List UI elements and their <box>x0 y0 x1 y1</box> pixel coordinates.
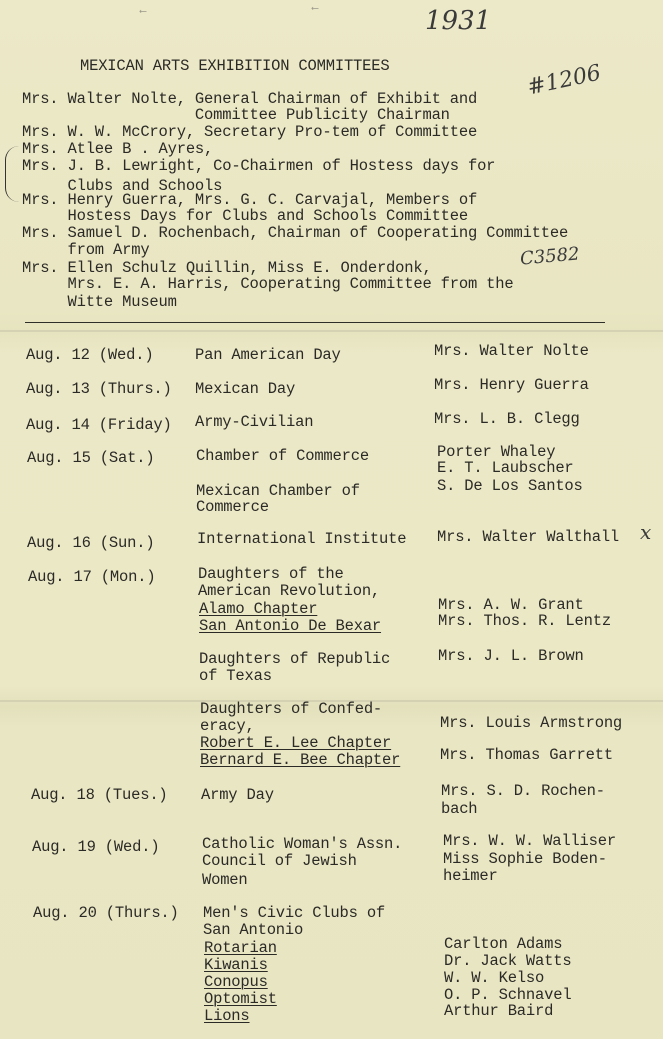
schedule-hostess: Miss Sophie Boden- <box>443 850 607 868</box>
schedule-event: Daughters of the <box>198 565 344 583</box>
schedule-hostess: W. W. Kelso <box>444 969 545 987</box>
schedule-hostess: Dr. Jack Watts <box>444 952 572 970</box>
schedule-event: Catholic Woman's Assn. <box>202 835 403 853</box>
schedule-event: Daughters of Republic <box>199 650 391 668</box>
schedule-hostess: Mrs. Louis Armstrong <box>440 714 623 732</box>
schedule-hostess: heimer <box>443 867 498 885</box>
schedule-event: Mexican Chamber of <box>196 482 360 500</box>
divider-rule <box>25 322 605 324</box>
schedule-hostess: bach <box>441 800 478 818</box>
schedule-date: Aug. 18 (Tues.) <box>31 786 168 804</box>
schedule-hostess: Arthur Baird <box>444 1002 554 1020</box>
committee-line: from Army <box>22 241 150 259</box>
committee-line: Mrs. Henry Guerra, Mrs. G. C. Carvajal, Members of <box>22 191 478 209</box>
schedule-event: Women <box>202 871 248 889</box>
schedule-event: International Institute <box>197 530 407 548</box>
staple-mark: ⟵ <box>140 7 147 18</box>
schedule-event: Army Day <box>201 786 274 804</box>
schedule-event: Chamber of Commerce <box>196 447 369 465</box>
schedule-event: American Revolution, <box>198 582 381 600</box>
schedule-date: Aug. 13 (Thurs.) <box>26 380 172 398</box>
schedule-event: San Antonio <box>203 921 304 939</box>
schedule-event: Commerce <box>196 498 269 516</box>
schedule-chapter: Conopus <box>204 973 268 991</box>
schedule-hostess: Mrs. S. D. Rochen- <box>441 782 605 800</box>
schedule-chapter: Kiwanis <box>204 956 268 974</box>
handwritten-catalog-number: C3582 <box>519 243 581 270</box>
schedule-hostess: Mrs. Thomas Garrett <box>440 746 613 764</box>
schedule-hostess: Mrs. A. W. Grant <box>438 596 584 614</box>
schedule-hostess: Mrs. Walter Nolte <box>434 342 589 360</box>
schedule-event: eracy, <box>200 717 255 735</box>
schedule-hostess: Mrs. Thos. R. Lentz <box>438 612 611 630</box>
schedule-hostess: Porter Whaley <box>437 443 556 461</box>
schedule-hostess: Mrs. Walter Walthall <box>437 528 620 546</box>
committee-line: Mrs. W. W. McCrory, Secretary Pro-tem of Committee <box>22 123 478 141</box>
schedule-event: Council of Jewish <box>202 852 357 870</box>
committee-line: Mrs. Atlee B . Ayres, <box>22 140 214 158</box>
schedule-date: Aug. 14 (Friday) <box>26 416 172 434</box>
committee-line: Witte Museum <box>22 293 177 311</box>
schedule-hostess: Mrs. Henry Guerra <box>434 376 589 394</box>
schedule-date: Aug. 19 (Wed.) <box>32 838 160 856</box>
handwritten-accession-number: #1206 <box>525 60 604 101</box>
handwritten-year: 1931 <box>425 6 492 36</box>
committee-line: Hostess Days for Clubs and Schools Committee <box>22 207 468 225</box>
handwritten-check-mark: x <box>640 520 652 544</box>
schedule-chapter: Alamo Chapter <box>199 600 318 618</box>
schedule-chapter: Optomist <box>204 990 277 1008</box>
schedule-date: Aug. 20 (Thurs.) <box>33 904 179 922</box>
staple-mark: ⟵ <box>312 4 319 15</box>
schedule-chapter: San Antonio De Bexar <box>199 617 382 635</box>
schedule-hostess: S. De Los Santos <box>437 477 583 495</box>
committee-line: Mrs. Walter Nolte, General Chairman of Exhibit and <box>22 90 478 108</box>
schedule-hostess: E. T. Laubscher <box>437 459 574 477</box>
schedule-date: Aug. 16 (Sun.) <box>27 534 155 552</box>
schedule-hostess: O. P. Schnavel <box>444 986 572 1004</box>
committee-line: Mrs. Ellen Schulz Quillin, Miss E. Onderdonk, <box>22 259 432 277</box>
committee-line: Committee Publicity Chairman <box>22 106 450 124</box>
schedule-hostess: Mrs. J. L. Brown <box>438 647 584 665</box>
schedule-event: Pan American Day <box>195 346 341 364</box>
schedule-chapter: Lions <box>204 1007 250 1025</box>
schedule-event: Army-Civilian <box>195 413 314 431</box>
schedule-hostess: Mrs. W. W. Walliser <box>443 832 616 850</box>
schedule-hostess: Mrs. L. B. Clegg <box>434 410 580 428</box>
schedule-event: Men's Civic Clubs of <box>203 904 386 922</box>
schedule-date: Aug. 15 (Sat.) <box>27 449 155 467</box>
paper-fold <box>0 330 663 332</box>
committee-line: Clubs and Schools <box>22 177 223 195</box>
schedule-date: Aug. 17 (Mon.) <box>28 568 156 586</box>
handwritten-bracket <box>5 146 20 202</box>
schedule-event: of Texas <box>199 667 272 685</box>
committee-line: Mrs. Samuel D. Rochenbach, Chairman of Cooperating Committee <box>22 224 569 242</box>
schedule-chapter: Bernard E. Bee Chapter <box>200 751 401 769</box>
schedule-chapter: Robert E. Lee Chapter <box>200 734 392 752</box>
schedule-chapter: Rotarian <box>204 939 277 957</box>
schedule-event: Mexican Day <box>195 380 296 398</box>
schedule-event: Daughters of Confed- <box>200 700 383 718</box>
schedule-date: Aug. 12 (Wed.) <box>26 346 154 364</box>
schedule-hostess: Carlton Adams <box>444 935 563 953</box>
document-title: MEXICAN ARTS EXHIBITION COMMITTEES <box>80 57 390 75</box>
committee-line: Mrs. E. A. Harris, Cooperating Committee from the <box>22 275 514 293</box>
committee-line: Mrs. J. B. Lewright, Co-Chairmen of Hostess days for <box>22 157 496 175</box>
